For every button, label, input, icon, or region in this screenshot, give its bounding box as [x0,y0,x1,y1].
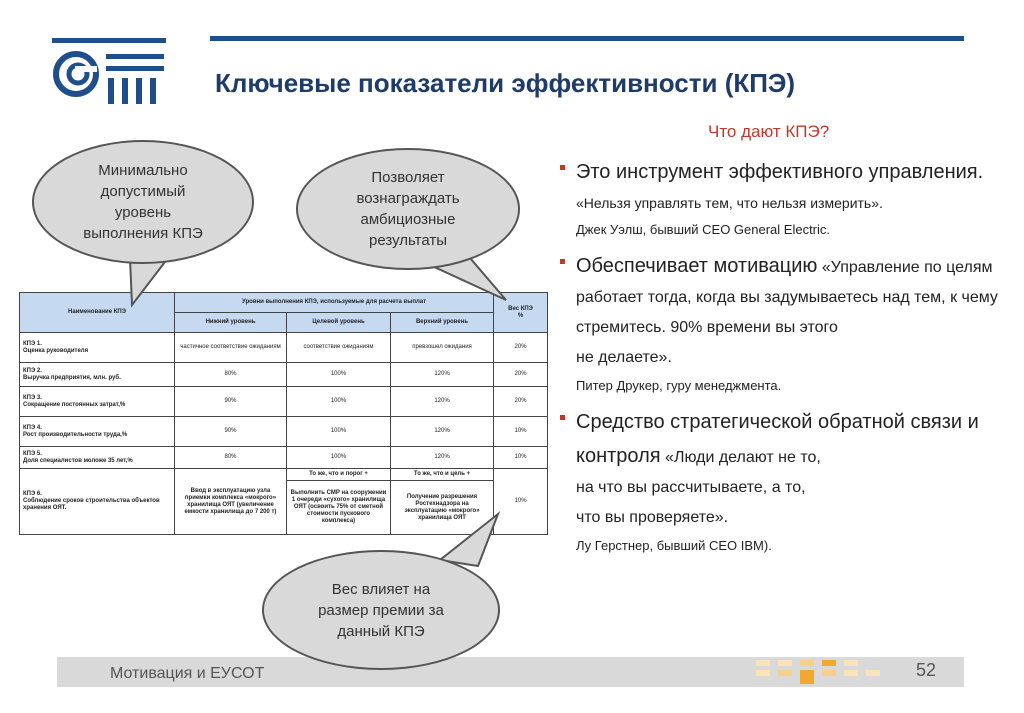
quote-author: Питер Друкер, гуру менеджмента. [576,378,782,393]
header-kpi-name: Наименование КПЭ [20,293,175,333]
callout-min-level [32,140,254,264]
kpi-target: 100% [287,387,391,417]
kpi-high-prefix: То же, что и цель + [391,469,494,481]
page-title: Ключевые показатели эффективности (КПЭ) [215,68,796,98]
kpi-weight: 10% [494,447,548,469]
callout-weight [262,550,500,670]
benefit-quote: «Люди делают не то, [660,449,821,466]
header-high: Верхний уровень [391,313,494,333]
benefit-quote-end: не делаете». [576,349,672,366]
kpi-high: превзошел ожидания [391,333,494,363]
kpi-low: частичное соответствие ожиданиям [175,333,287,363]
quote-author: Джек Уэлш, бывший CEO General Electric. [576,222,831,237]
kpi-target-prefix: То же, что и порог + [287,469,391,481]
kpi-target: соответствие ожиданиям [287,333,391,363]
kpi-weight: 10% [494,417,548,447]
kpi-target: 100% [287,363,391,387]
page-number: 52 [916,660,937,680]
kpi-high: Получение разрешения Ростехнадзора на эксплуатацию «мокрого» хранилища ОЯТ [391,481,494,535]
benefit-quote-end: что вы проверяете». [576,509,729,526]
header-target: Целевой уровень [287,313,391,333]
kpi-high: 120% [391,447,494,469]
callout-reward-text: Позволяет вознаграждать амбициозные результаты [356,169,460,249]
header-levels: Уровни выполнения КПЭ, используемые для расчета выплат [175,293,494,313]
kpi-target: 100% [287,447,391,469]
benefit-title: Средство стратегической обратной связи и контроля [576,411,979,467]
kpi-target: Выполнить СМР на сооружении 1 очереди «сухого» хранилища ОЯТ (освоить 75% от сметной стоимости пускового комплекса) [287,481,391,535]
kpi-low: 80% [175,363,287,387]
kpi-weight: 20% [494,387,548,417]
benefit-quote: «Управление по целям работает тогда, когда вы задумываетесь над тем, к чему стремитесь. 90% времени вы этого [576,259,998,336]
header-weight: Вес КПЭ % [494,293,548,333]
benefit-quote: «Нельзя управлять тем, что нельзя измерить». [576,195,883,211]
benefit-title: Это инструмент эффективного управления. [576,161,984,183]
kpi-weight: 10% [494,469,548,535]
footer-text: Мотивация и ЕУСОТ [110,665,265,682]
kpi-name: КПЭ 3. Сокращение постоянных затрат,% [20,387,175,417]
kpi-high: 120% [391,387,494,417]
benefit-title: Обеспечивает мотивацию [576,255,818,277]
kpi-weight: 20% [494,333,548,363]
callout-reward [296,148,520,270]
kpi-low: 90% [175,417,287,447]
kpi-name: КПЭ 1. Оценка руководителя [20,333,175,363]
header-low: Нижний уровень [175,313,287,333]
kpi-low: 80% [175,447,287,469]
callout-min-level-text: Минимально допустимый уровень выполнения КПЭ [83,162,203,242]
benefit-quote-line: на что вы рассчитываете, а то, [576,479,806,496]
kpi-name: КПЭ 5. Доля специалистов моложе 35 лет,% [20,447,175,469]
subtitle: Что дают КПЭ? [708,122,830,141]
quote-author: Лу Герстнер, бывший CEO IBM). [576,538,772,553]
kpi-weight: 20% [494,363,548,387]
kpi-low: 90% [175,387,287,417]
kpi-name: КПЭ 4. Рост производительности труда,% [20,417,175,447]
kpi-high: 120% [391,363,494,387]
kpi-low: Ввод в эксплуатацию узла приемки комплекса «мокрого» хранилища ОЯТ (увеличение емкости хранилища до 7 200 т) [175,469,287,535]
kpi-target: 100% [287,417,391,447]
kpi-name: КПЭ 6. Соблюдение сроков строительства объектов хранения ОЯТ. [20,469,175,535]
kpi-high: 120% [391,417,494,447]
kpi-name: КПЭ 2. Выручка предприятия, млн. руб. [20,363,175,387]
callout-weight-text: Вес влияет на размер премии за данный КПЭ [318,580,444,640]
